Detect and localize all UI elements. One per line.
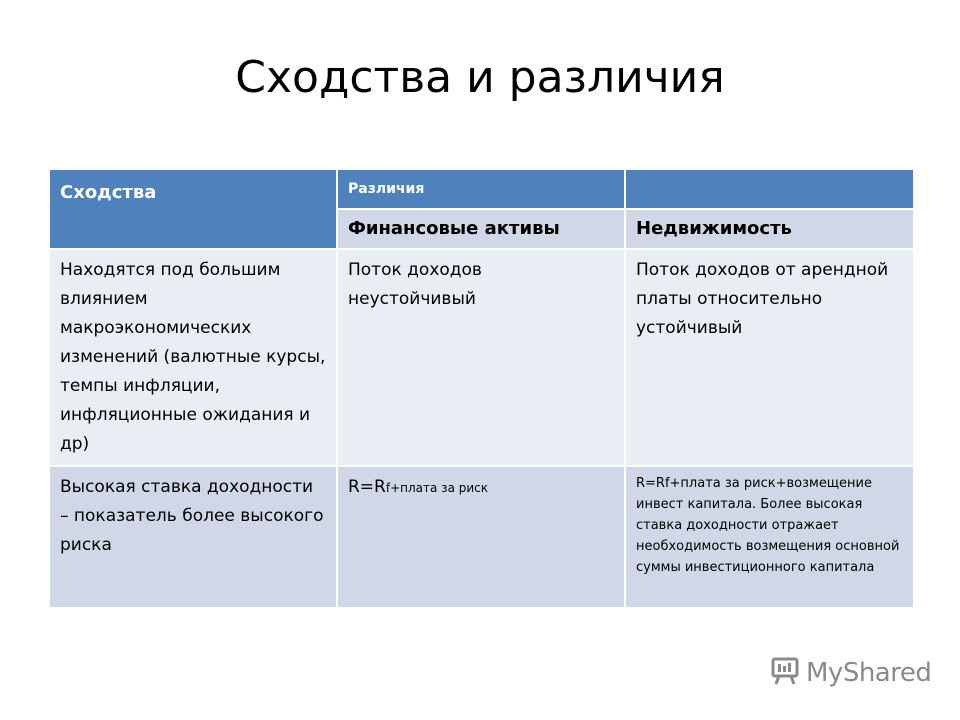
cell-similarity: Находятся под большим влиянием макроэкономических изменений (валютные курсы, темпы инфляции, инфляционные ожидания и др) [49, 249, 337, 466]
presentation-board-icon [770, 656, 800, 690]
cell-similarity: Высокая ставка доходности – показатель более высокого риска [49, 466, 337, 608]
cell-financial: Поток доходов неустойчивый [337, 249, 625, 466]
header-differences: Различия [337, 169, 625, 209]
table-row [49, 249, 914, 466]
comparison-table [48, 168, 915, 609]
subheader-financial-assets: Финансовые активы [337, 209, 625, 249]
table-header-row [49, 169, 914, 209]
cell-real-estate: R=Rf+плата за риск+возмещение инвест капитала. Более высокая ставка доходности отражает необходимость возмещения основной суммы инвестиционного капитала [625, 466, 914, 608]
slide-title: Сходства и различия [235, 52, 725, 103]
formula-main: R=R [348, 477, 386, 497]
myshared-logo [770, 655, 931, 691]
logo-text: MyShared [806, 658, 932, 688]
formula-sub: f+плата за риск [385, 481, 488, 495]
table-row [49, 466, 914, 608]
header-similarities: Сходства [49, 169, 337, 249]
header-empty [625, 169, 914, 209]
cell-real-estate: Поток доходов от арендной платы относительно устойчивый [625, 249, 914, 466]
subheader-real-estate: Недвижимость [625, 209, 914, 249]
cell-financial-formula [337, 466, 625, 608]
